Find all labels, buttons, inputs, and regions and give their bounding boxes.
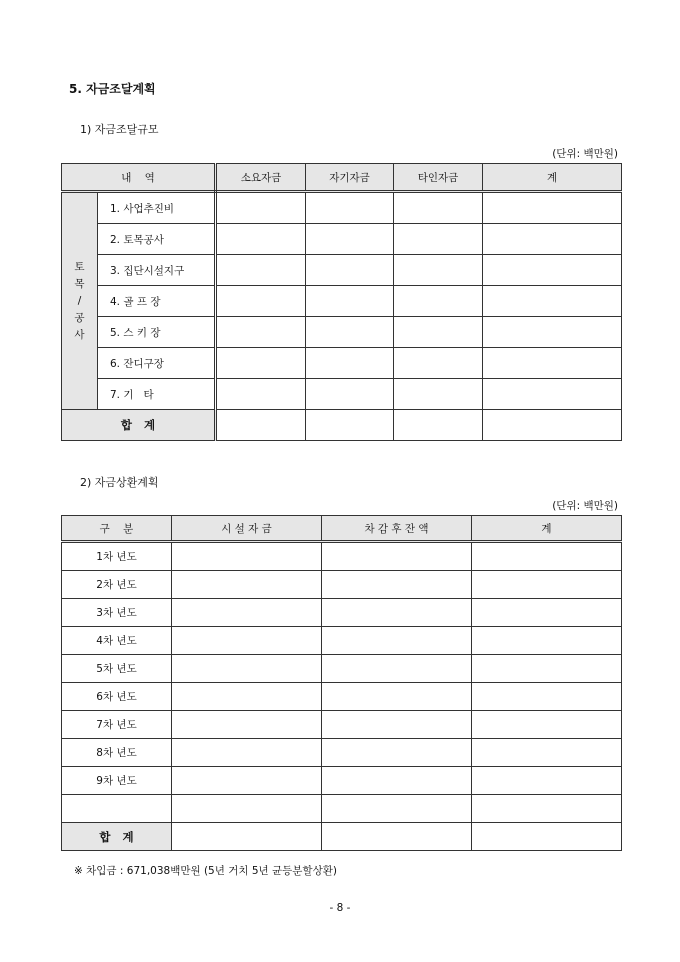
- table-row: [62, 739, 622, 767]
- year-label: 3차 년도: [62, 599, 172, 627]
- table-header-row: [62, 516, 622, 542]
- item-label: 5. 스 키 장: [98, 317, 216, 348]
- table-row: [62, 795, 622, 823]
- part2-title: 2) 자금상환계획: [80, 476, 159, 489]
- header-borrowed-funds: 타인자금: [394, 164, 483, 192]
- table-row: [62, 655, 622, 683]
- group-label-char: 사: [74, 328, 85, 341]
- item-label: 1. 사업추진비: [98, 192, 216, 224]
- table-row: [62, 286, 622, 317]
- item-label: 4. 골 프 장: [98, 286, 216, 317]
- header-remaining-balance: 차 감 후 잔 액: [322, 516, 472, 542]
- table-row: [62, 348, 622, 379]
- table-row: [62, 599, 622, 627]
- header-facility-funds: 시 설 자 금: [172, 516, 322, 542]
- table-row: [62, 255, 622, 286]
- total-row: [62, 823, 622, 851]
- item-label: 6. 잔디구장: [98, 348, 216, 379]
- loan-note: ※ 차입금 : 671,038백만원 (5년 거치 5년 균등분할상환): [74, 865, 337, 877]
- year-label: 6차 년도: [62, 683, 172, 711]
- year-label: 4차 년도: [62, 627, 172, 655]
- table-row: [62, 542, 622, 571]
- item-label: 7. 기 타: [98, 379, 216, 410]
- header-sum: 계: [472, 516, 622, 542]
- year-label: 2차 년도: [62, 571, 172, 599]
- group-label-char: /: [77, 294, 82, 307]
- funding-scale-table: [61, 163, 622, 441]
- year-label: 9차 년도: [62, 767, 172, 795]
- total-row: [62, 410, 622, 441]
- year-label: 7차 년도: [62, 711, 172, 739]
- header-item: 내 역: [62, 164, 216, 192]
- year-label: 5차 년도: [62, 655, 172, 683]
- header-required-funds: 소요자금: [216, 164, 306, 192]
- item-label: 2. 토목공사: [98, 224, 216, 255]
- total-label: 합 계: [62, 410, 216, 441]
- table-row: [62, 192, 622, 224]
- table-row: [62, 379, 622, 410]
- part1-title: 1) 자금조달규모: [80, 123, 159, 136]
- table-row: [62, 711, 622, 739]
- header-division: 구 분: [62, 516, 172, 542]
- group-label-civil-works: [62, 192, 98, 410]
- section-title: 5. 자금조달계획: [69, 82, 156, 96]
- header-sum: 계: [483, 164, 622, 192]
- table-row: [62, 683, 622, 711]
- header-own-funds: 자기자금: [306, 164, 394, 192]
- part1-unit: (단위: 백만원): [552, 148, 618, 160]
- table-row: [62, 317, 622, 348]
- group-label-char: 토: [74, 260, 85, 273]
- page-number: - 8 -: [329, 902, 351, 914]
- table-header-row: [62, 164, 622, 192]
- table-row: [62, 224, 622, 255]
- part2-unit: (단위: 백만원): [552, 500, 618, 512]
- group-label-char: 목: [74, 277, 85, 290]
- year-label: [62, 795, 172, 823]
- item-label: 3. 집단시설지구: [98, 255, 216, 286]
- year-label: 8차 년도: [62, 739, 172, 767]
- table-row: [62, 767, 622, 795]
- year-label: 1차 년도: [62, 542, 172, 571]
- total-label: 합 계: [62, 823, 172, 851]
- group-label-char: 공: [74, 311, 85, 324]
- repayment-plan-table: [61, 515, 622, 851]
- table-row: [62, 627, 622, 655]
- table-row: [62, 571, 622, 599]
